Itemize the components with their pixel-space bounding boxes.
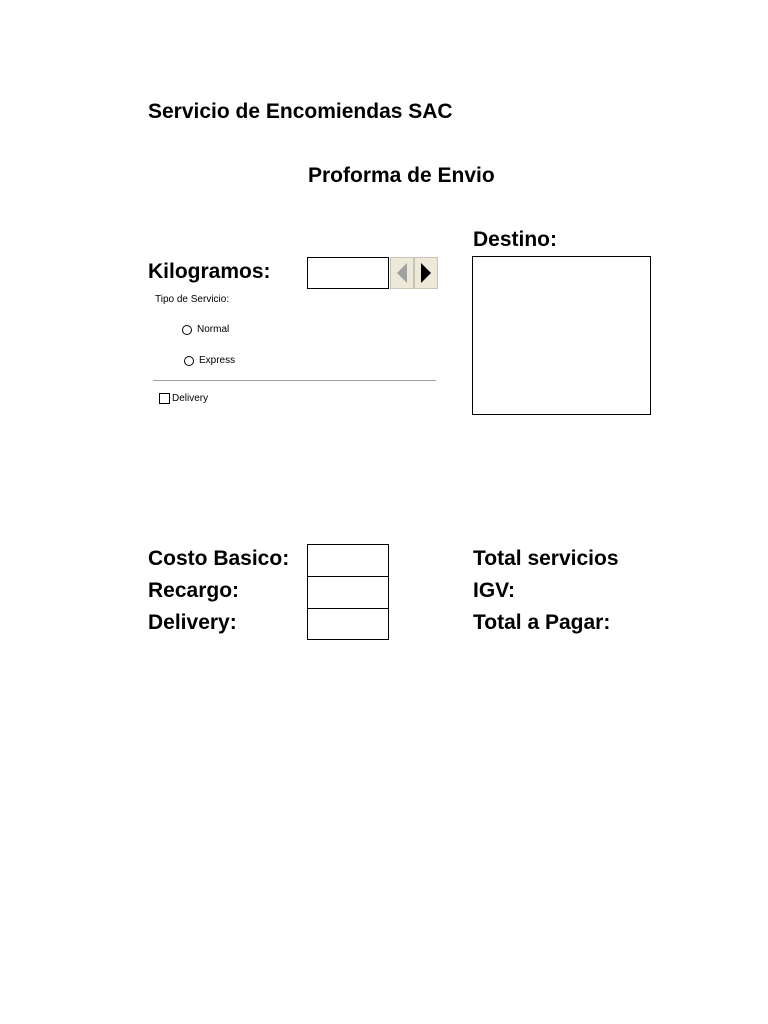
recargo-label: Recargo: [148, 579, 240, 602]
recargo-field[interactable] [307, 576, 389, 609]
delivery-cost-field[interactable] [307, 608, 389, 640]
kilogramos-input[interactable] [307, 257, 389, 289]
total-pagar-label: Total a Pagar: [473, 611, 611, 634]
company-title: Servicio de Encomiendas SAC [148, 100, 453, 123]
total-servicios-label: Total servicios [473, 547, 619, 570]
radio-normal[interactable] [182, 324, 229, 335]
destino-textarea[interactable] [472, 256, 651, 415]
triangle-right-icon [420, 262, 432, 284]
radio-circle[interactable] [184, 356, 194, 366]
costo-basico-field[interactable] [307, 544, 389, 577]
radio-express[interactable] [184, 355, 235, 366]
document-title: Proforma de Envio [308, 164, 495, 187]
delivery-checkbox-label: Delivery [172, 393, 209, 404]
tipo-servicio-label: Tipo de Servicio: [155, 294, 230, 305]
delivery-checkbox-row[interactable] [159, 393, 208, 404]
delivery-checkbox[interactable] [159, 393, 170, 404]
delivery-cost-label: Delivery: [148, 611, 237, 634]
triangle-left-icon [396, 262, 408, 284]
spinner-decrement-button[interactable] [390, 257, 414, 289]
radio-normal-label: Normal [197, 324, 230, 335]
radio-express-label: Express [199, 355, 236, 366]
kilogramos-spinner [390, 257, 438, 289]
radio-circle[interactable] [182, 325, 192, 335]
costo-basico-label: Costo Basico: [148, 547, 290, 570]
spinner-increment-button[interactable] [414, 257, 438, 289]
destino-label: Destino: [473, 228, 557, 251]
divider [153, 380, 436, 381]
igv-label: IGV: [473, 579, 516, 602]
kilogramos-label: Kilogramos: [148, 260, 271, 283]
